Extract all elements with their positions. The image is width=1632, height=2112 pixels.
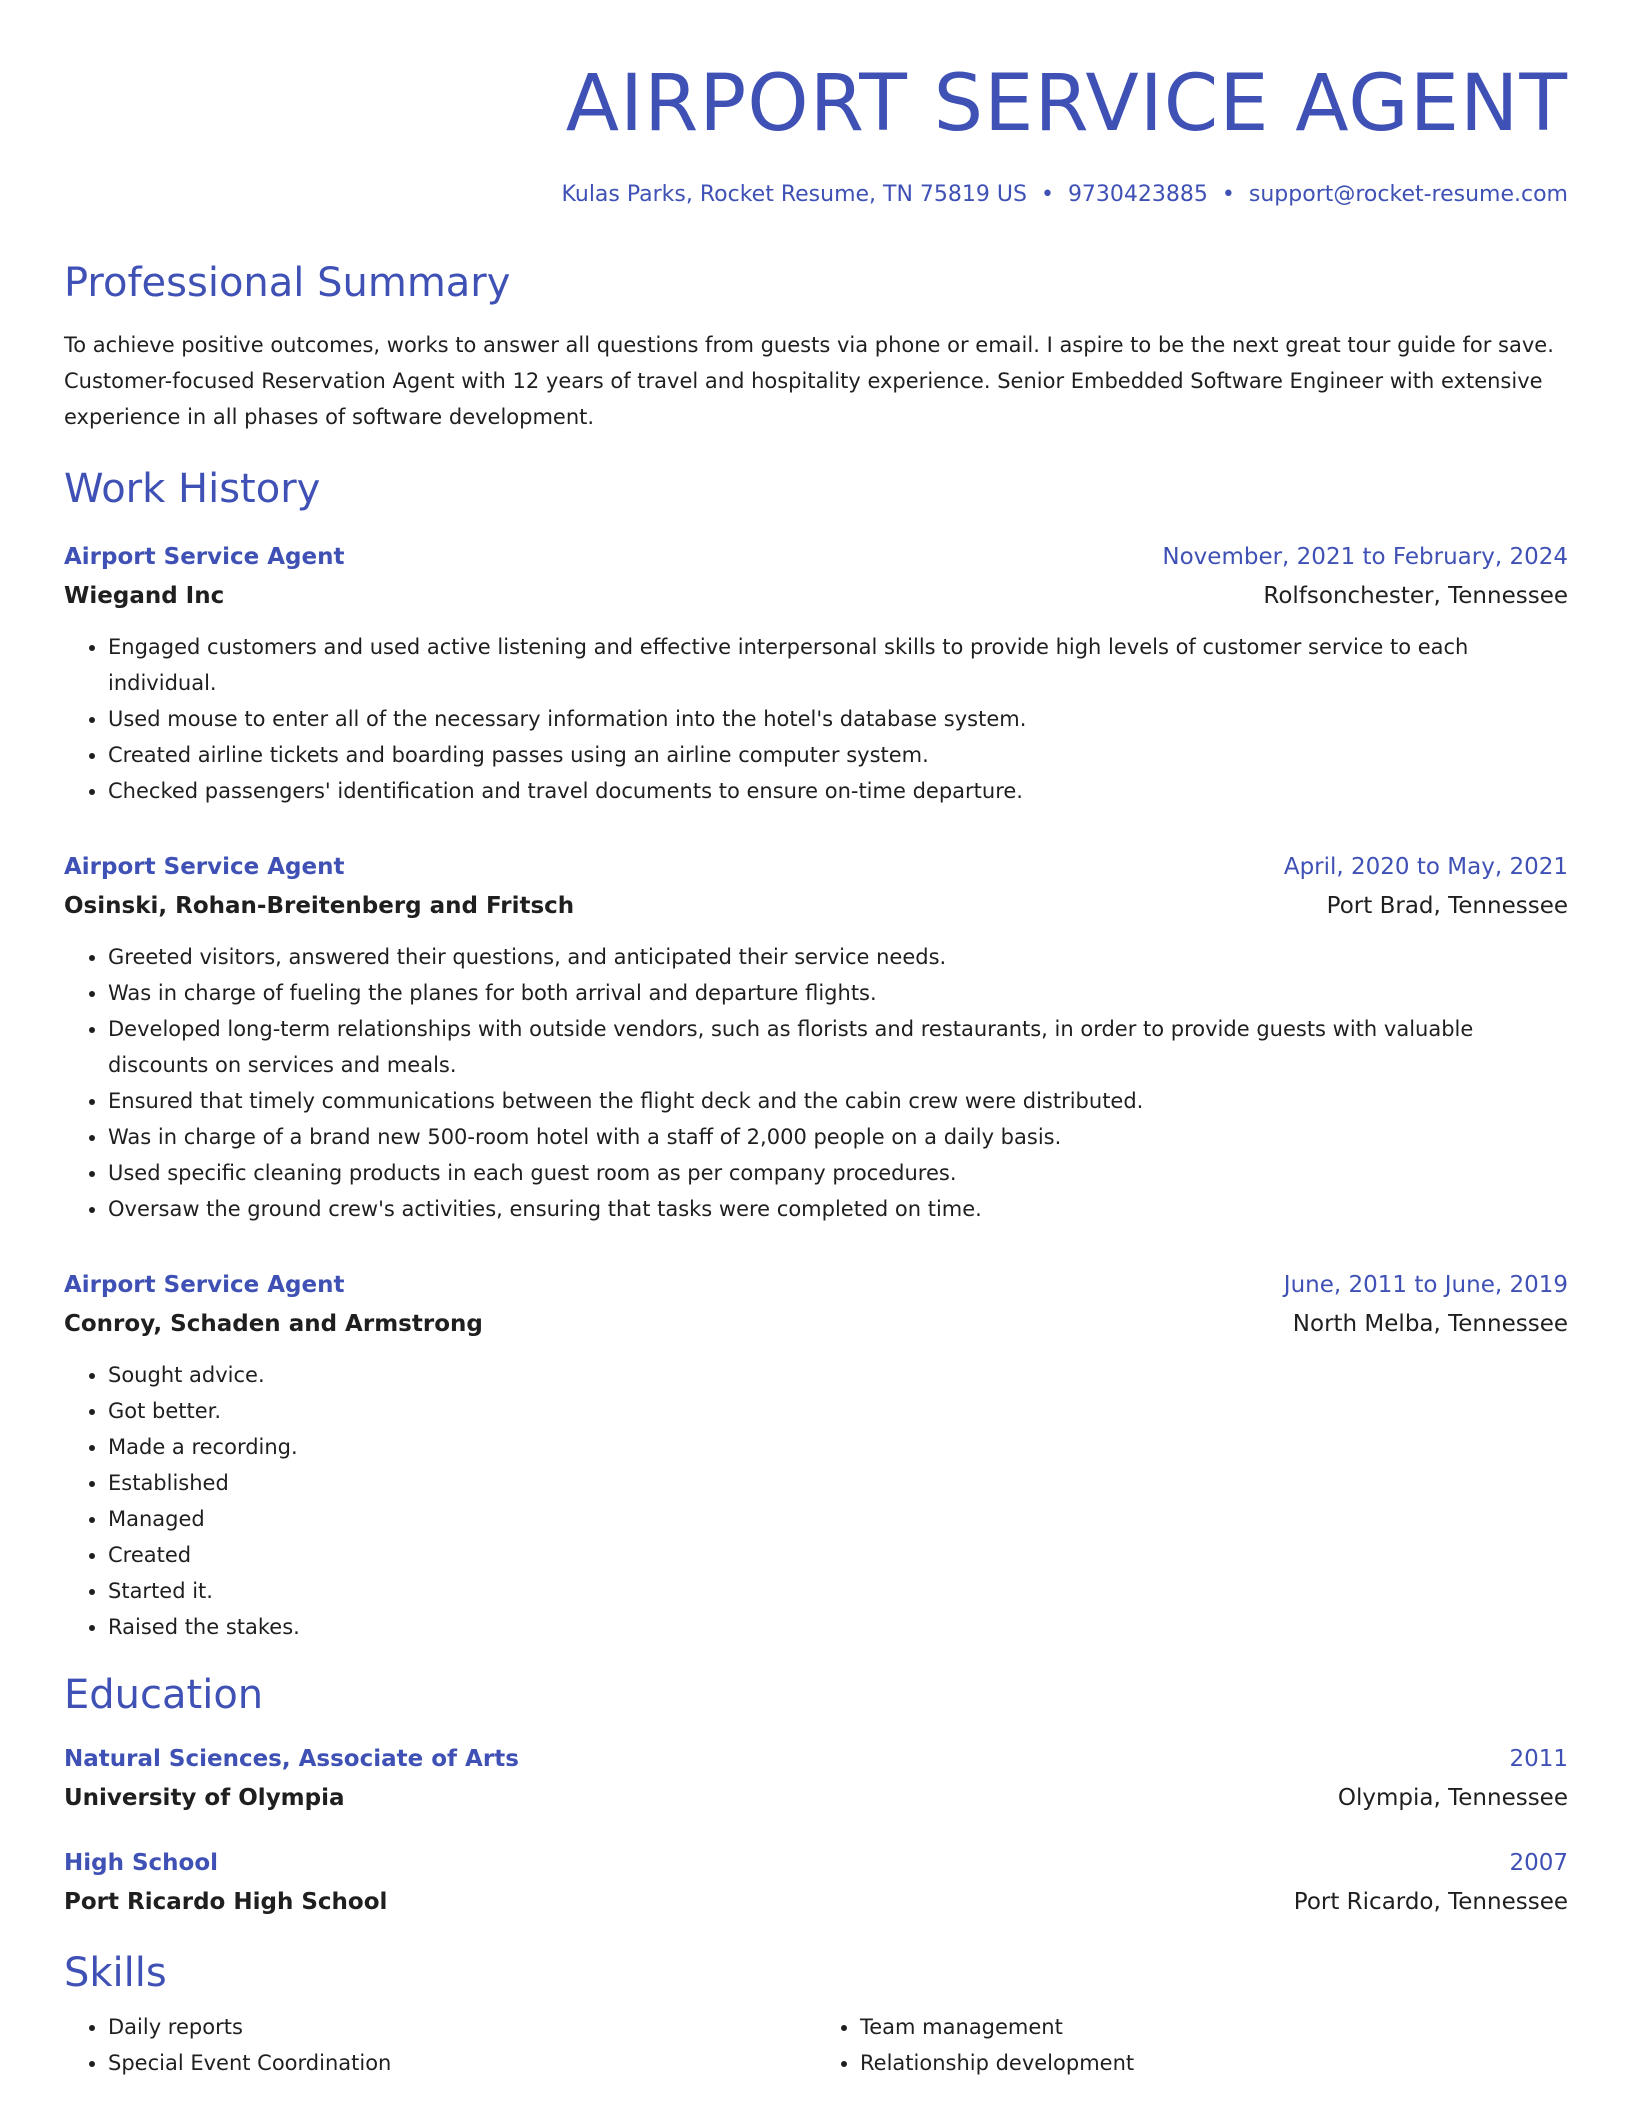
job-dates: April, 2020 to May, 2021 (1283, 854, 1568, 880)
education-year: 2011 (1509, 1746, 1568, 1772)
job-bullet: • Engaged customers and used active listening and effective interpersonal skills to provide high levels of customer service to each individual. (108, 629, 1568, 701)
job-location: North Melba, Tennessee (1292, 1311, 1568, 1337)
skills-column-right (816, 2009, 1568, 2081)
job-location: Port Brad, Tennessee (1326, 893, 1568, 919)
job-bullet: • Sought advice. (108, 1357, 1568, 1393)
section-heading-work: Work History (64, 466, 321, 512)
job-dates: June, 2011 to June, 2019 (1283, 1272, 1568, 1298)
contact-email[interactable]: support@rocket-resume.com (1248, 182, 1568, 207)
contact-phone: 9730423885 (1067, 182, 1208, 207)
job-bullet: • Was in charge of a brand new 500-room hotel with a staff of 2,000 people on a daily basis. (108, 1119, 1568, 1155)
summary-section (64, 259, 1568, 435)
job-company: Osinski, Rohan-Breitenberg and Fritsch (64, 893, 575, 919)
skills-grid (64, 2009, 1568, 2081)
resume-header (64, 58, 1568, 207)
skill-item: • Team management (860, 2009, 1568, 2045)
job-bullet: • Greeted visitors, answered their questions, and anticipated their service needs. (108, 939, 1568, 975)
job-bullet: • Started it. (108, 1573, 1568, 1609)
education-year: 2007 (1509, 1850, 1568, 1876)
job-bullet: • Made a recording. (108, 1429, 1568, 1465)
skills-column-left (64, 2009, 816, 2081)
education-entry (64, 1741, 1568, 1819)
work-history-section (64, 465, 1568, 1645)
job-entry (64, 1267, 1568, 1645)
job-bullet: • Raised the stakes. (108, 1609, 1568, 1645)
contact-line (64, 182, 1568, 207)
job-title: Airport Service Agent (64, 544, 345, 570)
education-school: Port Ricardo High School (64, 1889, 388, 1915)
job-entry (64, 539, 1568, 809)
section-heading-education: Education (64, 1672, 264, 1718)
job-bullet: • Managed (108, 1501, 1568, 1537)
education-degree: High School (64, 1850, 219, 1876)
job-bullet: • Created (108, 1537, 1568, 1573)
education-location: Port Ricardo, Tennessee (1293, 1889, 1568, 1915)
job-bullet: • Got better. (108, 1393, 1568, 1429)
contact-address: Kulas Parks, Rocket Resume, TN 75819 US (561, 182, 1027, 207)
education-entry (64, 1845, 1568, 1923)
contact-separator: • (1040, 182, 1054, 207)
job-bullet: • Established (108, 1465, 1568, 1501)
job-dates: November, 2021 to February, 2024 (1162, 544, 1568, 570)
skill-item: • Relationship development (860, 2045, 1568, 2081)
job-bullet: • Ensured that timely communications between the flight deck and the cabin crew were distributed. (108, 1083, 1568, 1119)
job-bullet: • Used mouse to enter all of the necessary information into the hotel's database system. (108, 701, 1568, 737)
section-heading-skills: Skills (64, 1950, 167, 1996)
education-school: University of Olympia (64, 1785, 345, 1811)
job-bullet: • Was in charge of fueling the planes for both arrival and departure flights. (108, 975, 1568, 1011)
job-title: Airport Service Agent (64, 1272, 345, 1298)
job-bullet: • Checked passengers' identification and travel documents to ensure on-time departure. (108, 773, 1568, 809)
section-heading-summary: Professional Summary (64, 260, 511, 306)
job-bullet: • Developed long-term relationships with outside vendors, such as florists and restaurants, in order to provide guests with valuable discounts on services and meals. (108, 1011, 1568, 1083)
job-company: Wiegand Inc (64, 583, 225, 609)
job-bullet: • Oversaw the ground crew's activities, ensuring that tasks were completed on time. (108, 1191, 1568, 1227)
job-bullet: • Used specific cleaning products in each guest room as per company procedures. (108, 1155, 1568, 1191)
summary-text: To achieve positive outcomes, works to answer all questions from guests via phone or email. I aspire to be the next great tour guide for save. Customer-focused Reservation Agent with 12 years of travel and hospitality experience. Senior Embedded Software Engineer with extensive experience in all phases of software development. (64, 333, 1554, 429)
job-bullets (64, 1357, 1568, 1645)
job-title: Airport Service Agent (64, 854, 345, 880)
job-bullets (64, 939, 1568, 1227)
job-bullets (64, 629, 1568, 809)
job-entry (64, 849, 1568, 1227)
education-section (64, 1671, 1568, 1923)
education-location: Olympia, Tennessee (1337, 1785, 1568, 1811)
skill-item: • Daily reports (108, 2009, 816, 2045)
contact-separator: • (1221, 182, 1235, 207)
job-location: Rolfsonchester, Tennessee (1263, 583, 1568, 609)
resume-title: AIRPORT SERVICE AGENT (565, 59, 1568, 149)
skill-item: • Special Event Coordination (108, 2045, 816, 2081)
job-company: Conroy, Schaden and Armstrong (64, 1311, 483, 1337)
skills-section (64, 1949, 1568, 2081)
education-degree: Natural Sciences, Associate of Arts (64, 1746, 519, 1772)
job-bullet: • Created airline tickets and boarding passes using an airline computer system. (108, 737, 1568, 773)
